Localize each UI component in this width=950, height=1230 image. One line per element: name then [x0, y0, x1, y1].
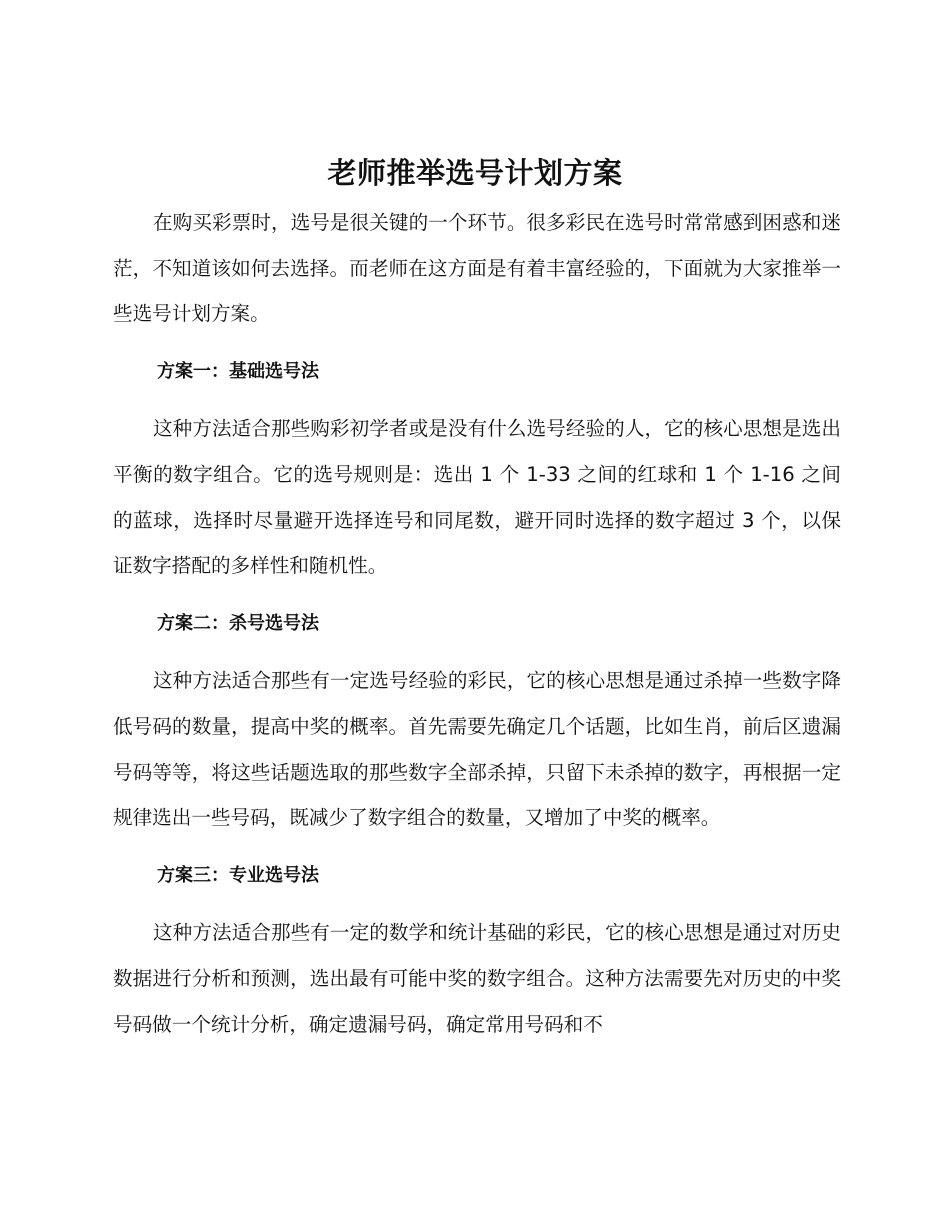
section-heading-plan-2: 方案二：杀号选号法: [157, 612, 319, 634]
plan-3-paragraph: 这种方法适合那些有一定的数学和统计基础的彩民，它的核心思想是通过对历史数据进行分析和预测，选出最有可能中奖的数字组合。这种方法需要先对历史的中奖号码做一个统计分析，确定遗漏号码，确定常用号码和不: [113, 921, 841, 1036]
plan-1-paragraph: 这种方法适合那些购彩初学者或是没有什么选号经验的人，它的核心思想是选出平衡的数字组合。它的选号规则是：选出 1 个 1-33 之间的红球和 1 个 1-16 之间的蓝球，选择时尽量避开选择连号和同尾数，避开同时选择的数字超过 3 个，以保证数字搭配的多样性和随机性。: [113, 417, 841, 578]
document-title: 老师推举选号计划方案: [327, 156, 623, 190]
plan-2-paragraph: 这种方法适合那些有一定选号经验的彩民，它的核心思想是通过杀掉一些数字降低号码的数量，提高中奖的概率。首先需要先确定几个话题，比如生肖，前后区遗漏号码等等，将这些话题选取的那些数字全部杀掉，只留下未杀掉的数字，再根据一定规律选出一些号码，既减少了数字组合的数量，又增加了中奖的概率。: [113, 669, 841, 830]
section-heading-plan-1: 方案一：基础选号法: [157, 360, 319, 382]
section-heading-plan-3: 方案三：专业选号法: [157, 864, 319, 886]
intro-paragraph: 在购买彩票时，选号是很关键的一个环节。很多彩民在选号时常常感到困惑和迷茫，不知道该如何去选择。而老师在这方面是有着丰富经验的，下面就为大家推举一些选号计划方案。: [113, 211, 841, 326]
document-body: [113, 200, 841, 1059]
